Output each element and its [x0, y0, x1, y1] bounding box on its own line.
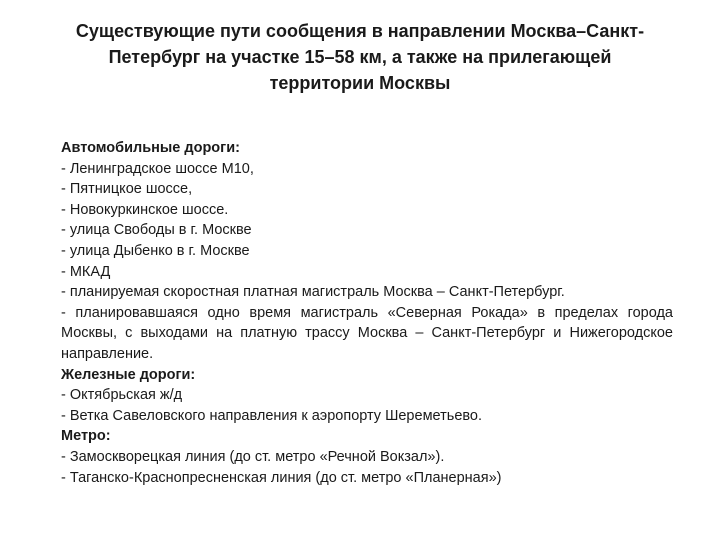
- roads-heading: Автомобильные дороги:: [61, 140, 240, 156]
- roads-item-svobody: - улица Свободы в г. Москве: [61, 222, 252, 239]
- page-title: [60, 18, 660, 96]
- roads-item-pyatnitskoe: - Пятницкое шоссе,: [61, 181, 193, 198]
- railways-item-oktyabrskaya: - Октябрьская ж/д: [61, 387, 183, 404]
- roads-item-mkad: - МКАД: [61, 263, 111, 280]
- roads-item-novokurkinskoe: - Новокуркинское шоссе.: [61, 201, 229, 218]
- roads-item-toll-highway: - планируемая скоростная платная магистраль Москва – Санкт-Петербург.: [61, 284, 565, 301]
- roads-item-northern-rokada: - планировавшаяся одно время магистраль «Северная Рокада» в пределах города Москвы, с выходами на платную трассу Москва – Санкт-Петербург и Нижегородское направление.: [61, 304, 673, 362]
- metro-item-tagansko-krasnopresnenskaya: - Таганско-Краснопресненская линия (до ст. метро «Планерная»): [61, 469, 502, 486]
- railways-item-savelovsky: - Ветка Савеловского направления к аэропорту Шереметьево.: [61, 407, 483, 424]
- roads-item-leningradskoe: - Ленинградское шоссе М10,: [61, 160, 254, 177]
- title-line-1: Существующие пути сообщения в направлении Москва–Санкт-: [75, 21, 645, 41]
- metro-heading: Метро:: [61, 428, 111, 445]
- railways-heading: Железные дороги:: [61, 366, 196, 383]
- roads-item-dybenko: - улица Дыбенко в г. Москве: [61, 242, 250, 259]
- metro-item-zamoskvoretskaya: - Замоскворецкая линия (до ст. метро «Речной Вокзал»).: [61, 448, 445, 465]
- title-line-2: Петербург на участке 15–58 км, а также на прилегающей: [108, 47, 612, 67]
- document-body: [61, 138, 673, 488]
- title-line-3: территории Москвы: [269, 73, 451, 93]
